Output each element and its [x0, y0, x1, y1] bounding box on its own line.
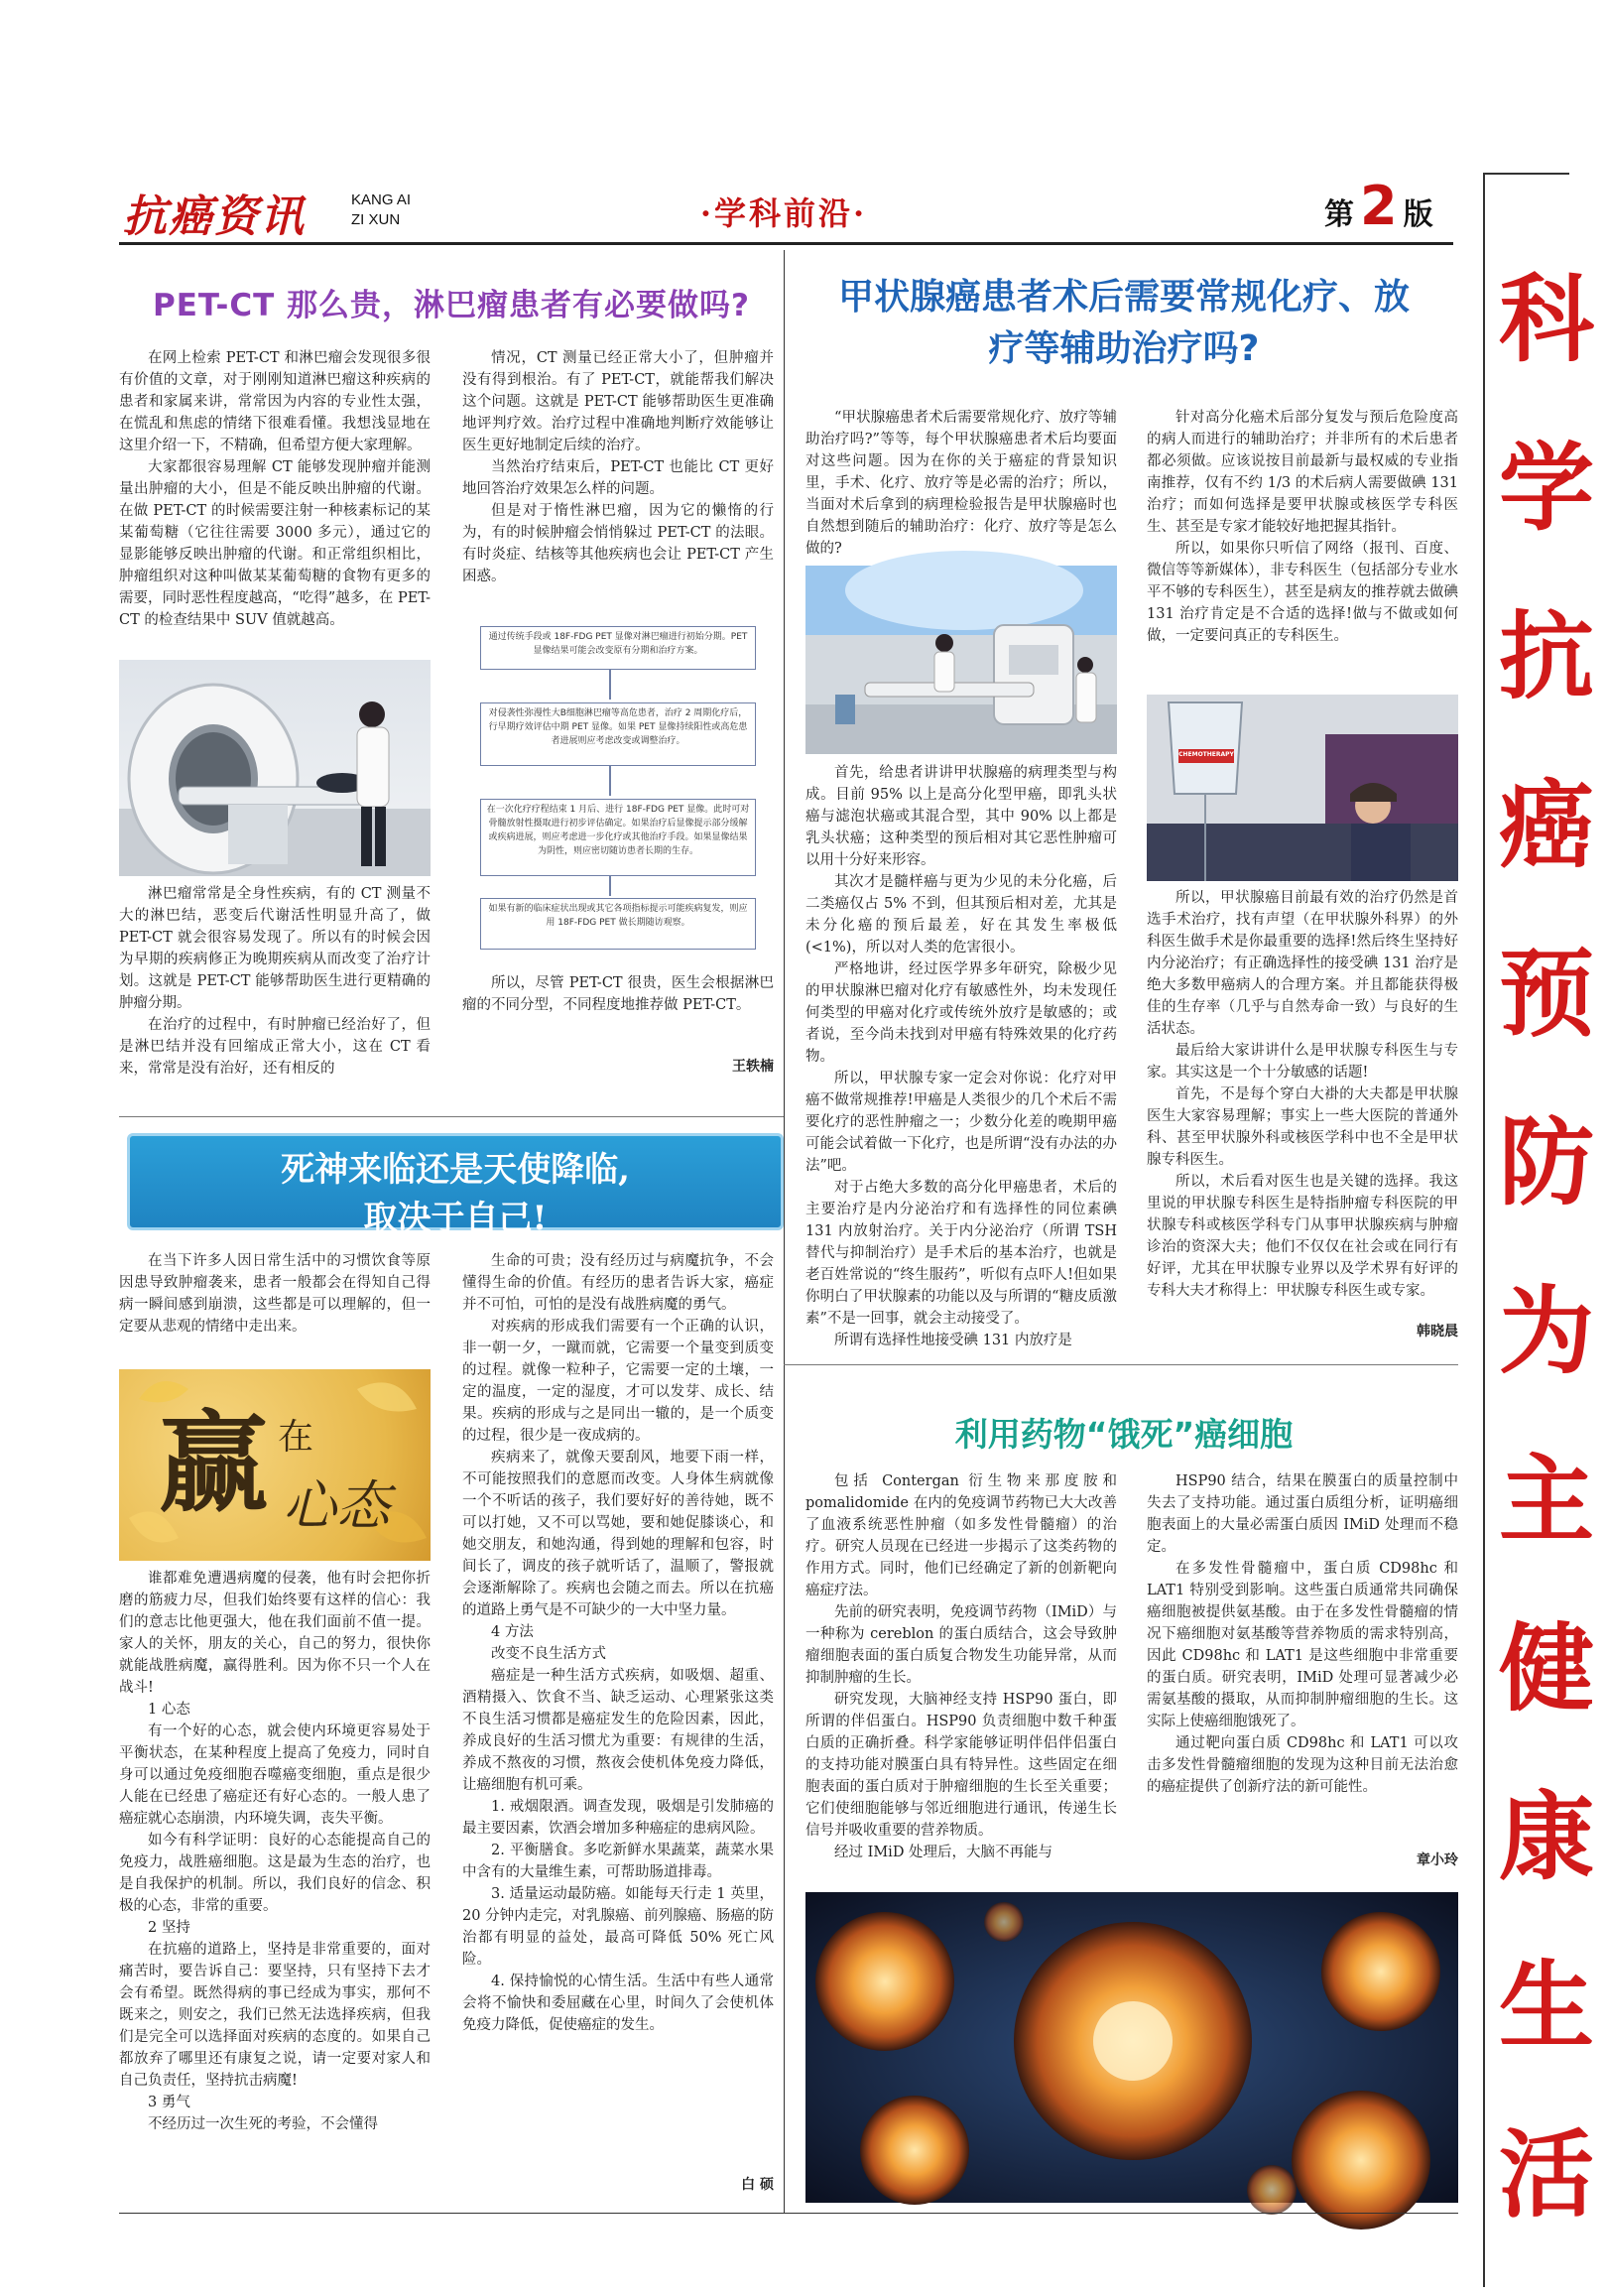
- chemo-bag-label: CHEMOTHERAPY: [1178, 751, 1234, 758]
- paragraph: 通过靶向蛋白质 CD98hc 和 LAT1 可以攻击多发性骨髓瘤细胞的发现为这种目前无法治愈的癌症提供了创新疗法的新可能性。: [1147, 1735, 1458, 1795]
- calligraphy-main: 赢: [159, 1399, 268, 1527]
- side-banner: [1483, 173, 1594, 2287]
- paragraph: 1 心态: [148, 1702, 190, 1718]
- radiotherapy-illustration: [805, 566, 1117, 754]
- death-title-line2: 取决于自己!: [363, 1199, 548, 1238]
- flowchart-arrow-icon: [609, 670, 611, 700]
- paragraph: 对疾病的形成我们需要有一个正确的认识，非一朝一夕，一蹴而就，它需要一个量变到质变的过程。就像一粒种子，它需要一定的土壤，一定的温度，一定的湿度，才可以发芽、成长、结果。疾病的形成与之是同出一辙的，是一个质变的过程，很少是一夜成病的。: [462, 1319, 774, 1444]
- paragraph: 在抗癌的道路上，坚持是非常重要的，面对痛苦时，要告诉自己：要坚持，只有坚持下去才会有希望。既然得病的事已经成为事实，那何不既来之，则安之，我们已然无法选择疾病，但我们是完全可以选择面对疾病的态度的。如果自己都放弃了哪里还有康复之说，请一定要对家人和自己负责任，坚持抗击病魔!: [119, 1942, 431, 2089]
- paragraph: 所以，甲状腺癌目前最有效的治疗仍然是首选手术治疗，找有声望（在甲状腺外科界）的外科医生做手术是你最重要的选择!然后终生坚持好内分泌治疗；有正确选择性的接受碘 131 治疗是绝大多数甲癌病人的合理方案。并且都能获得极佳的生存率（几乎与自然寿命一致）与良好的生活状态。: [1147, 890, 1458, 1037]
- paragraph: 谁都难免遭遇病魔的侵袭，他有时会把你折磨的筋疲力尽，但我们始终要有这样的信心：我们的意志比他更强大，他在我们面前不值一提。家人的关怀，朋友的关心，自己的努力，很快你就能战胜病魔，赢得胜利。因为你不只一个人在战斗!: [119, 1571, 431, 1696]
- paragraph: 但是对于惰性淋巴瘤，因为它的懒惰的行为，有的时候肿瘤会悄悄躲过 PET-CT 的法眼。有时炎症、结核等其他疾病也会让 PET-CT 产生困惑。: [462, 503, 774, 584]
- divider-left-mid: [119, 1116, 784, 1117]
- flowchart-step-2: 对侵袭性弥漫性大B细胞淋巴瘤等高危患者，治疗 2 周期化疗后，行早期疗效评估中期 PET 显像。如果 PET 显像持续阳性或高危患者进展则应考虑改变或调整治疗。: [480, 702, 756, 766]
- drug-col2: [1147, 1470, 1458, 1798]
- death-col1-bottom: [119, 1568, 431, 2135]
- paragraph: 改变不良生活方式: [491, 1646, 606, 1662]
- side-banner-char: 科: [1499, 263, 1594, 375]
- masthead-logo: 抗癌资讯: [123, 191, 306, 242]
- paragraph: 3 勇气: [148, 2095, 190, 2110]
- side-banner-char: 癌: [1499, 769, 1594, 881]
- paragraph: 所以，如果你只听信了网络（报刊、百度、微信等等新媒体），非专科医生（包括部分专业水平不够的专科医生），甚至是病友的推荐就去做碘 131 治疗肯定是不合适的选择!做与不做或如何做，一定要问真正的专科医生。: [1147, 541, 1458, 644]
- edition-prefix: 第: [1324, 197, 1354, 232]
- masthead: [0, 0, 1488, 248]
- side-banner-chars: [1499, 263, 1608, 2296]
- death-author: 白 硕: [741, 2177, 774, 2193]
- paragraph: 不经历过一次生死的考验，不会懂得: [148, 2116, 378, 2132]
- paragraph: 最后给大家讲讲什么是甲状腺专科医生与专家。其实这是一个十分敏感的话题!: [1147, 1043, 1458, 1081]
- paragraph: 4. 保持愉悦的心情生活。生活中有些人通常会将不愉快和委屈藏在心里，时间久了会使机体免疫力降低，促使癌症的发生。: [462, 1974, 774, 2033]
- drug-col1: [805, 1470, 1117, 1863]
- pet-author: 王轶楠: [732, 1059, 774, 1075]
- masthead-logo-pinyin-1: KANG AI: [351, 191, 412, 208]
- flowchart-arrow-icon: [609, 766, 611, 796]
- thyroid-col1-top: [805, 407, 1117, 560]
- paragraph: 3. 适量运动最防癌。如能每天行走 1 英里，20 分钟内走完，对乳腺癌、前列腺癌、肠癌的防治都有明显的益处，最高可降低 50% 死亡风险。: [462, 1886, 774, 1968]
- calligraphy-end: 心态: [283, 1474, 390, 1537]
- paragraph: 淋巴瘤常常是全身性疾病，有的 CT 测量不大的淋巴结，恶变后代谢活性明显升高了，做 PET-CT 就会很容易发现了。所以有的时候会因为早期的疾病修正为晚期疾病从而改变了治疗计划。这就是 PET-CT 能够帮助医生进行更精确的肿瘤分期。: [119, 886, 431, 1011]
- paragraph: “甲状腺癌患者术后需要常规化疗、放疗等辅助治疗吗?”等等，每个甲状腺癌患者术后均要面对这些问题。因为在你的关于癌症的背景知识里，手术、化疗、放疗等是必需的治疗；所以，当面对术后拿到的病理检验报告是甲状腺癌时也自然想到随后的辅助治疗：化疗、放疗等是怎么做的?: [805, 410, 1117, 557]
- side-banner-char: 主: [1499, 1444, 1594, 1556]
- paragraph: 癌症是一种生活方式疾病，如吸烟、超重、酒精摄入、饮食不当、缺乏运动、心理紧张这类不良生活习惯都是癌症发生的危险因素，因此，养成良好的生活习惯尤为重要：有规律的生活，养成不熬夜的习惯，熬夜会使机体免疫力降低，让癌细胞有机可乘。: [462, 1668, 774, 1793]
- paragraph: 所谓有选择性地接受碘 131 内放疗是: [834, 1333, 1072, 1348]
- paragraph: 如今有科学证明：良好的心态能提高自己的免疫力，战胜癌细胞。这是最为生态的治疗，也是自我保护的机制。所以，我们良好的信念、积极的心态，非常的重要。: [119, 1833, 431, 1914]
- edition-label: [1324, 175, 1433, 237]
- paragraph: 研究发现，大脑神经支持 HSP90 蛋白，即所谓的伴侣蛋白。HSP90 负责细胞中数千种蛋白质的正确折叠。科学家能够证明伴侣伴侣蛋白的支持功能对膜蛋白具有特异性。这些固定在细胞表面的蛋白质对于肿瘤细胞的生长至关重要；它们使细胞能够与邻近细胞进行通讯，传递生长信号并吸收重要的营养物质。: [805, 1692, 1117, 1839]
- thyroid-chemotherapy-image: [1147, 695, 1458, 881]
- side-banner-char: 康: [1499, 1781, 1594, 1893]
- paragraph: 在多发性骨髓瘤中，蛋白质 CD98hc 和 LAT1 特别受到影响。这些蛋白质通常共同确保癌细胞被提供氨基酸。由于在多发性骨髓瘤的情况下癌细胞对氨基酸等营养物质的需求特别高，因此 CD98hc 和 LAT1 是这些细胞中非常重要的蛋白质。研究表明，IMiD 处理可显著减少必需氨基酸的摄取，从而抑制肿瘤细胞的生长。这实际上使癌细胞饿死了。: [1147, 1561, 1458, 1729]
- side-banner-char: 健: [1499, 1612, 1594, 1724]
- masthead-rule: [119, 242, 1453, 245]
- flowchart-arrow-icon: [609, 876, 611, 896]
- edition-number: 2: [1360, 175, 1398, 237]
- drug-cells-image: [805, 1892, 1458, 2203]
- paragraph: HSP90 结合，结果在膜蛋白的质量控制中失去了支持功能。通过蛋白质组分析，证明癌细胞表面上的大量必需蛋白质因 IMiD 处理而不稳定。: [1147, 1473, 1458, 1555]
- section-title: ·学科前沿·: [699, 194, 868, 232]
- pet-col1-top: [119, 347, 431, 631]
- paragraph: 所以，甲状腺专家一定会对你说：化疗对甲癌不做常规推荐!甲癌是人类很少的几个术后不需要化疗的恶性肿瘤之一；少数分化差的晚期甲癌可能会试着做一下化疗，也是所谓“没有办法的办法”吧。: [805, 1071, 1117, 1174]
- paragraph: 针对高分化癌术后部分复发与预后危险度高的病人而进行的辅助治疗；并非所有的术后患者都必须做。应该说按目前最新与最权威的专业指南推荐，仅有不约 1/3 的术后病人需要做碘 131 治疗；而如何选择是要甲状腺或核医学专科医生、甚至是专家才能较好地把握其指针。: [1147, 410, 1458, 535]
- paragraph: 当然治疗结束后，PET-CT 也能比 CT 更好地回答治疗效果怎么样的问题。: [462, 459, 774, 497]
- paragraph: 有一个好的心态，就会使内环境更容易处于平衡状态，在某种程度上提高了免疫力，同时自身可以通过免疫细胞吞噬癌变细胞，重点是很少人能在已经患了癌症还有好心态的。一般人患了癌症就心态崩溃，内环境失调，丧失平衡。: [119, 1723, 431, 1827]
- death-calligraphy-image: [119, 1369, 431, 1561]
- paragraph: 严格地讲，经过医学界多年研究，除极少见的甲状腺淋巴瘤对化疗有敏感性外，均未发现任何类型的甲癌对化疗或传统外放疗是敏感的；或者说，至今尚未找到对甲癌有特殊效果的化疗药物。: [805, 961, 1117, 1065]
- flowchart-step-3: 在一次化疗疗程结束 1 月后、进行 18F-FDG PET 显像。此时可对骨髓放射性摄取进行初步评估确定。如果治疗后显像提示部分缓解或疾病进展，则应考虑进一步化疗或其他治疗手段。如果显像结果为阴性，则应密切随访患者长期的生存。: [480, 799, 756, 876]
- flowchart-step-1: 通过传统手段或 18F-FDG PET 显像对淋巴瘤进行初始分期。PET 显像结果可能会改变原有分期和治疗方案。: [480, 626, 756, 670]
- death-col2: [462, 1250, 774, 2036]
- calligraphy-small: 在: [278, 1417, 314, 1458]
- pet-article-title: PET-CT 那么贵，淋巴瘤患者有必要做吗?: [152, 288, 751, 323]
- thyroid-author: 韩晓晨: [1417, 1324, 1458, 1339]
- ct-scanner-illustration: [119, 660, 431, 876]
- thyroid-col2-top: [1147, 407, 1458, 647]
- thyroid-title-line2: 疗等辅助治疗吗?: [988, 328, 1260, 369]
- thyroid-radiotherapy-image: [805, 566, 1117, 754]
- divider-right-mid: [784, 1364, 1458, 1365]
- paragraph: 在当下许多人因日常生活中的习惯饮食等原因患导致肿瘤袭来，患者一般都会在得知自己得病一瞬间感到崩溃，这些都是可以理解的，但一定要从悲观的情绪中走出来。: [119, 1253, 431, 1335]
- paragraph: 大家都很容易理解 CT 能够发现肿瘤并能测量出肿瘤的大小，但是不能反映出肿瘤的代谢。在做 PET-CT 的时候需要注射一种核素标记的某某葡萄糖（它往往需要 3000 多元），通过它的显影能够反映出肿瘤的代谢。和正常组织相比，肿瘤组织对这种叫做某某葡萄糖的食物有更多的需要，同时恶性程度越高，“吃得”越多，在 PET-CT 的检查结果中 SUV 值就越高。: [119, 459, 431, 628]
- drug-article-title: 利用药物“饿死”癌细胞: [954, 1415, 1294, 1454]
- paragraph: 经过 IMiD 处理后，大脑不再能与: [834, 1845, 1053, 1860]
- paragraph: 4 方法: [491, 1624, 534, 1640]
- side-banner-char: 学: [1499, 432, 1594, 544]
- thyroid-col2-bottom: [1147, 887, 1458, 1302]
- death-title-banner: [127, 1133, 784, 1238]
- cancer-cells-illustration: [805, 1892, 1458, 2203]
- paragraph: 在网上检索 PET-CT 和淋巴瘤会发现很多很有价值的文章，对于刚刚知道淋巴瘤这种疾病的患者和家属来讲，常常因为内容的专业性太强，在慌乱和焦虑的情绪下很难看懂。我想浅显地在这里介绍一下，不精确，但希望方便大家理解。: [119, 350, 431, 453]
- thyroid-title-line1: 甲状腺癌患者术后需要常规化疗、放: [837, 277, 1410, 318]
- thyroid-col1-bottom: [805, 762, 1117, 1351]
- pet-col1-bottom: [119, 883, 431, 1080]
- paragraph: 先前的研究表明，免疫调节药物（IMiD）与一种称为 cereblon 的蛋白质结合，这会导致肿瘤细胞表面的蛋白质复合物发生功能异常，从而抑制肿瘤的生长。: [805, 1604, 1117, 1686]
- paragraph: 生命的可贵；没有经历过与病魔抗争，不会懂得生命的价值。有经历的患者告诉大家，癌症并不可怕，可怕的是没有战胜病魔的勇气。: [462, 1253, 774, 1313]
- paragraph: 在治疗的过程中，有时肿瘤已经治好了，但是淋巴结并没有回缩成正常大小，这在 CT 看来，常常是没有治好，还有相反的: [119, 1017, 431, 1077]
- paragraph: 情况，CT 测量已经正常大小了，但肿瘤并没有得到根治。有了 PET-CT，就能帮我们解决这个问题。这就是 PET-CT 能够帮助医生更准确地评判疗效。治疗过程中准确地判断疗效能够让医生更好地制定后续的治疗。: [462, 350, 774, 453]
- paragraph: 包括 Contergan 衍生物来那度胺和 pomalidomide 在内的免疫调节药物已大大改善了血液系统恶性肿瘤（如多发性骨髓瘤）的治疗。研究人员现在已经进一步揭示了这类药物的作用方式。同时，他们已经确定了新的创新靶向癌症疗法。: [805, 1473, 1117, 1598]
- paragraph: 所以，术后看对医生也是关键的选择。我这里说的甲状腺专科医生是特指肿瘤专科医院的甲状腺专科或核医学科专门从事甲状腺疾病与肿瘤诊治的资深大夫；他们不仅仅在社会或在同行有好评，尤其在甲状腺专业界以及学术界有好评的专科大夫才称得上：甲状腺专科医生或专家。: [1147, 1174, 1458, 1299]
- edition-suffix: 版: [1403, 197, 1433, 232]
- pet-flowchart: [474, 620, 762, 918]
- death-col1-top: [119, 1250, 431, 1338]
- pet-col2-top: [462, 347, 774, 587]
- side-banner-char: 为: [1499, 1275, 1594, 1387]
- paragraph: 其次才是髓样癌与更为少见的未分化癌，后二类癌仅占 5% 不到，但其预后相对差，尤其是未分化癌的预后最差，好在其发生率极低 (<1%)，所以对人类的危害很小。: [805, 874, 1117, 956]
- side-banner-char: 预: [1499, 938, 1594, 1050]
- paragraph: 2 坚持: [148, 1920, 190, 1936]
- column-divider-lower: [784, 1116, 785, 2213]
- pet-ct-scanner-image: [119, 660, 431, 876]
- side-banner-char: 防: [1499, 1106, 1594, 1218]
- paragraph: 1. 戒烟限酒。调查发现，吸烟是引发肺癌的最主要因素，饮酒会增加多种癌症的患病风险。: [462, 1799, 774, 1837]
- side-banner-char: 活: [1499, 2118, 1594, 2231]
- pet-col2-bottom: [462, 972, 774, 1016]
- paragraph: 所以，尽管 PET-CT 很贵，医生会根据淋巴瘤的不同分型，不同程度地推荐做 PET-CT。: [462, 975, 774, 1013]
- paragraph: 首先，给患者讲讲甲状腺癌的病理类型与构成。目前 95% 以上是高分化型甲癌，即乳头状癌与滤泡状癌或其混合型，其中 90% 以上都是乳头状癌；这种类型的预后相对其它恶性肿瘤可以用十分好来形容。: [805, 765, 1117, 868]
- bottom-rule: [119, 2213, 1458, 2214]
- side-banner-char: 生: [1499, 1950, 1594, 2062]
- paragraph: 疾病来了，就像天要刮风，地要下雨一样，不可能按照我们的意愿而改变。人身体生病就像一个不听话的孩子，我们要好好的善待她，既不可以打她，又不可以骂她，要和她促膝谈心，和她交朋友，和她沟通，得到她的理解和包容，时间长了，调皮的孩子就听话了，温顺了，警报就会逐渐解除了。疾病也会随之而去。所以在抗癌的道路上勇气是不可缺少的一大中坚力量。: [462, 1450, 774, 1618]
- paragraph: 首先，不是每个穿白大褂的大夫都是甲状腺医生大家容易理解；事实上一些大医院的普通外科、甚至甲状腺外科或核医学科中也不全是甲状腺专科医生。: [1147, 1086, 1458, 1168]
- paragraph: 2. 平衡膳食。多吃新鲜水果蔬菜，蔬菜水果中含有的大量维生素，可帮助肠道排毒。: [462, 1843, 774, 1880]
- death-title-line1: 死神来临还是天使降临,: [281, 1150, 630, 1190]
- flowchart-step-4: 如果有新的临床症状出现或其它各项指标提示可能疾病复发，则应用 18F-FDG PET 做长期随访观察。: [480, 898, 756, 950]
- masthead-logo-pinyin-2: ZI XUN: [351, 211, 401, 228]
- paragraph: 对于占绝大多数的高分化甲癌患者，术后的主要治疗是内分泌治疗和有选择性的同位素碘 131 内放射治疗。关于内分泌治疗（所谓 TSH 替代与抑制治疗）是手术后的基本治疗，也就是老百姓常说的“终生服药”，听似有点吓人!但如果你明白了甲状腺素的功能以及与所谓的“糖皮质激素”不是一回事，就会主动接受了。: [805, 1180, 1117, 1327]
- drug-author: 章小玲: [1417, 1852, 1458, 1868]
- side-banner-char: 抗: [1499, 600, 1594, 712]
- chemotherapy-illustration: [1147, 695, 1458, 881]
